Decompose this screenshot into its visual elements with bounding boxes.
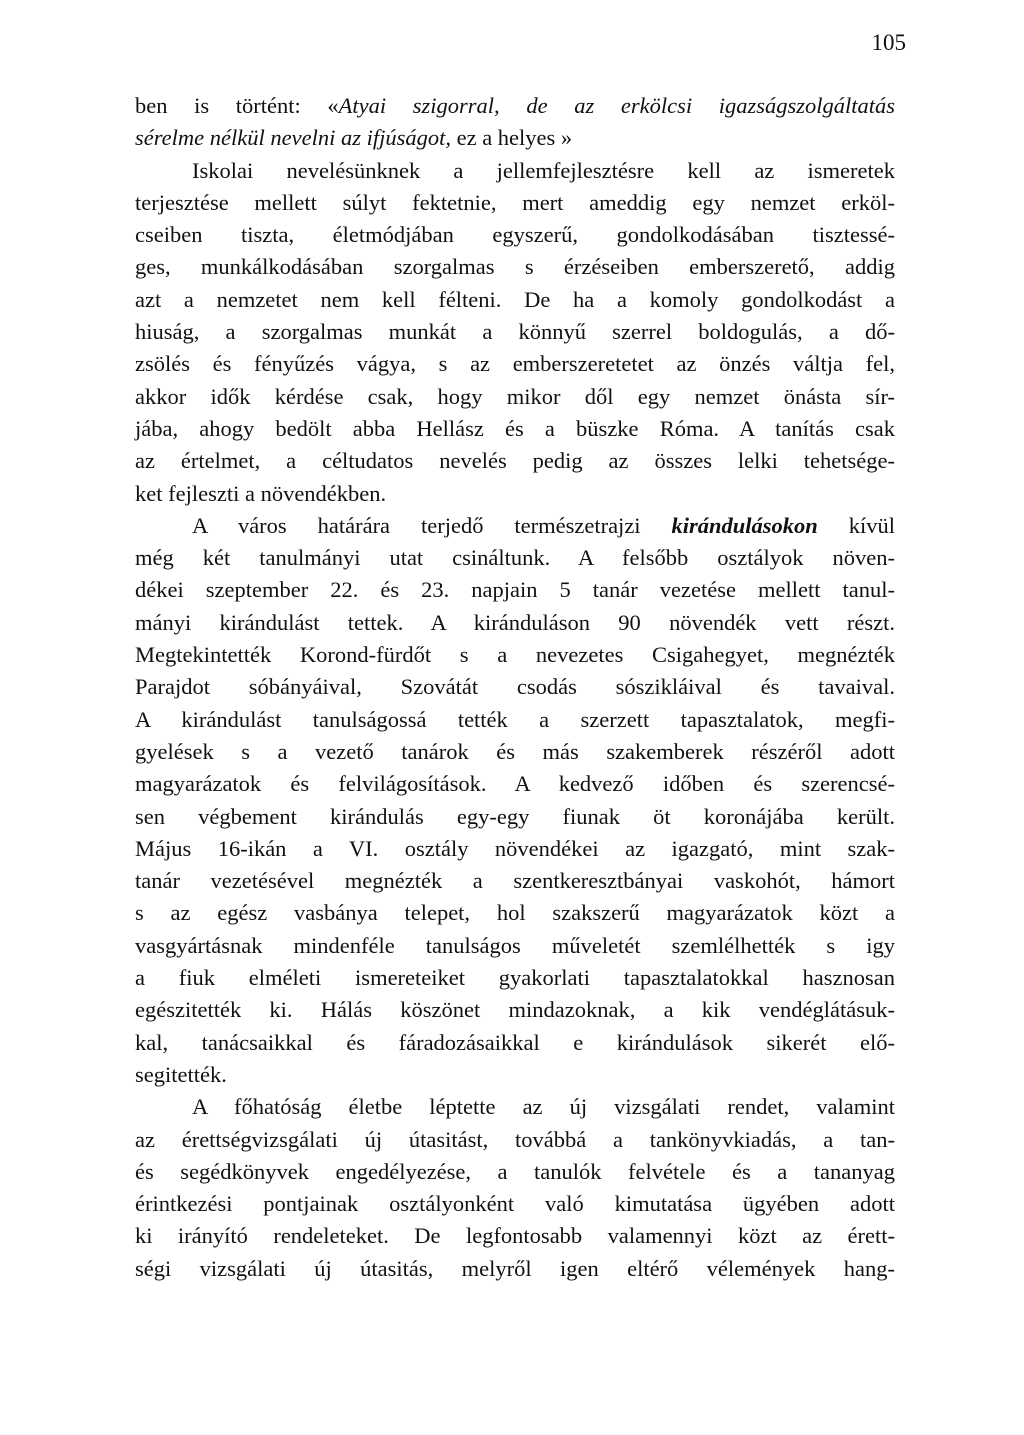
text-line: vasgyártásnak mindenféle tanulságos műveletét szemlélhették s igy bbox=[135, 932, 895, 958]
body-text bbox=[135, 90, 895, 1285]
paragraph-start-line: A főhatóság életbe léptette az új vizsgálati rendet, valamint bbox=[192, 1094, 895, 1120]
text-line: egészitették ki. Hálás köszönet mindazoknak, a kik vendéglátásuk- bbox=[135, 997, 895, 1023]
text-line: akkor idők kérdése csak, hogy mikor dől egy nemzet önásta sír- bbox=[135, 383, 895, 409]
text-line: ket fejleszti a növendékben. bbox=[135, 480, 387, 506]
text-line: hiuság, a szorgalmas munkát a könnyű szerrel boldogulás, a dő- bbox=[135, 319, 895, 345]
text-line bbox=[135, 122, 895, 154]
text-line: A kirándulást tanulságossá tették a szerzett tapasztalatok, megfi- bbox=[135, 706, 895, 732]
text-line: azt a nemzetet nem kell félteni. De ha a komoly gondolkodást a bbox=[135, 286, 895, 312]
text-line: az érettségvizsgálati új útasitást, továbbá a tankönyvkiadás, a tan- bbox=[135, 1126, 895, 1152]
text-line: érintkezési pontjainak osztályonként való kimutatása ügyében adott bbox=[135, 1191, 895, 1217]
text-line: az értelmet, a céltudatos nevelés pedig az összes lelki tehetsége- bbox=[135, 448, 895, 474]
quote-italic: Atyai szigorral, de az erkölcsi igazságszolgáltatás bbox=[338, 93, 895, 118]
quote-italic: sérelme nélkül nevelni az ifjúságot, bbox=[135, 125, 451, 151]
text-line bbox=[135, 90, 895, 122]
text-line: tanár vezetésével megnézték a szentkeresztbányai vaskohót, hámort bbox=[135, 868, 895, 894]
text-line: terjesztése mellett súlyt fektetnie, mert ameddig egy nemzet erköl- bbox=[135, 189, 895, 215]
text-line: kal, tanácsaikkal és fáradozásaikkal e kirándulások sikerét elő- bbox=[135, 1029, 895, 1055]
text-line: sen végbement kirándulás egy-egy fiunak öt koronájába került. bbox=[135, 803, 895, 829]
text-span: ben is történt: « bbox=[135, 93, 339, 118]
text-line: Május 16-ikán a VI. osztály növendékei az igazgató, mint szak- bbox=[135, 835, 895, 861]
text-line: Parajdot sóbányáival, Szovátát csodás sószikláival és tavaival. bbox=[135, 674, 895, 700]
text-line: gyelések s a vezető tanárok és más szakemberek részéről adott bbox=[135, 738, 895, 764]
text-span: ez a helyes » bbox=[450, 125, 573, 151]
text-line: ges, munkálkodásában szorgalmas s érzéseiben emberszerető, addig bbox=[135, 254, 895, 280]
text-line: a fiuk elméleti ismereteiket gyakorlati tapasztalatokkal hasznosan bbox=[135, 965, 895, 991]
text-line: ségi vizsgálati új útasitás, melyről igen eltérő vélemények hang- bbox=[135, 1255, 895, 1281]
paragraph-start-line bbox=[135, 510, 895, 542]
text-line: Megtekintették Korond-fürdőt s a nevezetes Csigahegyet, megnézték bbox=[135, 642, 895, 668]
text-line: s az egész vasbánya telepet, hol szakszerű magyarázatok közt a bbox=[135, 900, 895, 926]
page-number: 105 bbox=[871, 30, 906, 55]
text-line: és segédkönyvek engedélyezése, a tanulók felvétele és a tananyag bbox=[135, 1158, 895, 1184]
text-line: segitették. bbox=[135, 1061, 227, 1087]
text-line: magyarázatok és felvilágosítások. A kedvező időben és szerencsé- bbox=[135, 771, 895, 797]
text-line: zsölés és fényűzés vágya, s az emberszeretetet az önzés váltja fel, bbox=[135, 351, 895, 377]
text-line: ki irányító rendeleteket. De legfontosabb valamennyi közt az érett- bbox=[135, 1223, 895, 1249]
text-line: dékei szeptember 22. és 23. napjain 5 tanár vezetése mellett tanul- bbox=[135, 577, 895, 603]
text-span: A város határára terjedő természetrajzi bbox=[192, 512, 672, 538]
text-span: kívül bbox=[817, 512, 895, 538]
paragraph-start-line: Iskolai nevelésünknek a jellemfejlesztésre kell az ismeretek bbox=[192, 157, 895, 183]
emphasis-bold-italic: kirándulásokon bbox=[671, 512, 818, 538]
text-line: jába, ahogy bedölt abba Hellász és a büszke Róma. A tanítás csak bbox=[135, 415, 895, 441]
text-line: mányi kirándulást tettek. A kiránduláson 90 növendék vett részt. bbox=[135, 609, 895, 635]
text-line: cseiben tiszta, életmódjában egyszerű, gondolkodásában tisztessé- bbox=[135, 222, 895, 248]
text-line: még két tanulmányi utat csináltunk. A felsőbb osztályok növen- bbox=[135, 545, 895, 571]
